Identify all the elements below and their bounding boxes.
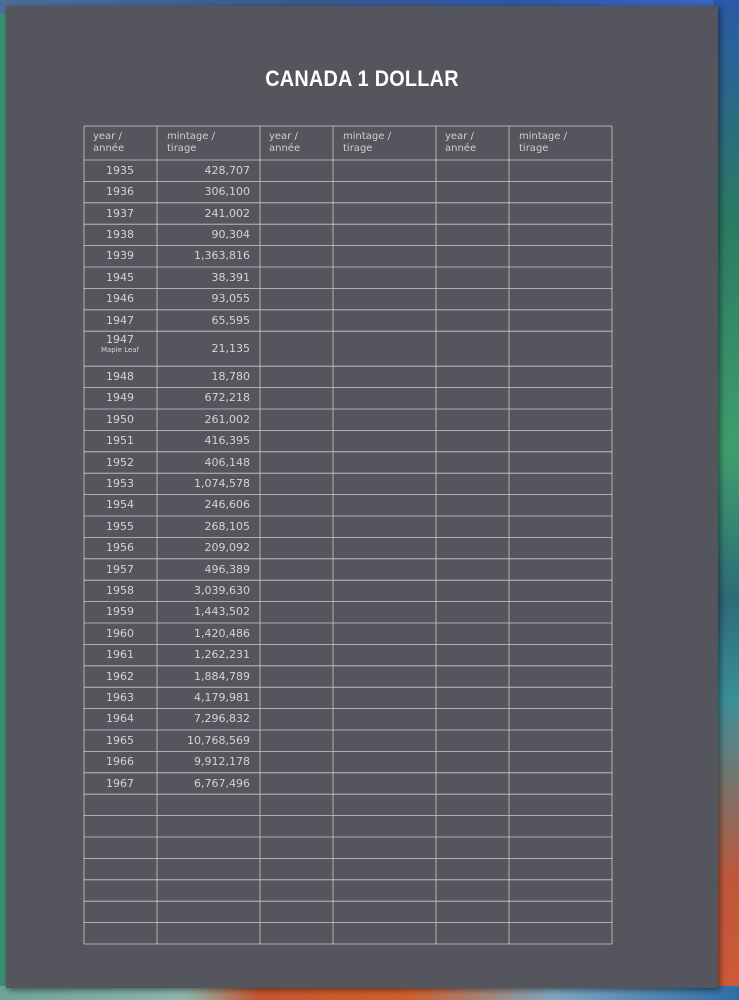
mintage-header-line2: tirage [343,143,373,154]
mintage-cell: 90,304 [211,227,250,241]
mintage-cell: 209,092 [204,541,250,555]
mintage-header-line1: mintage / [343,131,391,142]
year-cell: 1967 [106,776,134,790]
mintage-cell: 1,363,816 [194,249,250,263]
year-cell: 1964 [106,712,134,726]
year-cell: 1936 [106,185,134,199]
year-header-line2: année [445,143,477,154]
mintage-cell: 496,389 [204,562,250,576]
mintage-cell: 3,039,630 [194,583,250,597]
year-cell: 1938 [106,227,134,241]
mintage-cell: 406,148 [204,455,250,469]
year-cell: 1955 [106,519,134,533]
year-cell: 1949 [106,391,134,405]
mintage-header-line1: mintage / [167,131,215,142]
year-cell: 1939 [106,249,134,263]
mintage-cell: 246,606 [204,498,250,512]
year-cell: 1946 [106,292,134,306]
mintage-cell: 1,262,231 [194,648,250,662]
year-cell: 1958 [106,583,134,597]
year-cell: 1956 [106,541,134,555]
mintage-header-line2: tirage [519,143,549,154]
background-bottom [0,986,739,1000]
mintage-cell: 6,767,496 [194,776,250,790]
year-cell: 1947 [106,313,134,327]
mintage-cell: 241,002 [204,206,250,220]
year-cell: 1950 [106,412,134,426]
year-cell: 1951 [106,434,134,448]
mintage-cell: 306,100 [204,185,250,199]
mintage-cell: 10,768,569 [187,733,250,747]
mintage-cell: 1,420,486 [194,626,250,640]
year-cell: 1959 [106,605,134,619]
mintage-cell: 93,055 [211,292,250,306]
mintage-cell: 9,912,178 [194,755,250,769]
year-cell: 1937 [106,206,134,220]
mintage-cell: 672,218 [204,391,250,405]
mintage-cell: 416,395 [204,434,250,448]
year-value: 1947 [106,333,134,347]
year-cell: 1948 [106,369,134,383]
year-cell: 1965 [106,733,134,747]
year-cell [84,334,156,355]
year-header-line2: année [269,143,301,154]
mintage-cell: 65,595 [211,313,250,327]
year-cell: 1961 [106,648,134,662]
year-cell: 1962 [106,669,134,683]
year-cell: 1960 [106,626,134,640]
year-cell: 1935 [106,163,134,177]
mintage-cell: 7,296,832 [194,712,250,726]
year-cell: 1952 [106,455,134,469]
year-header-line2: année [93,143,125,154]
mintage-cell: 38,391 [211,270,250,284]
year-header-line1: year / [269,131,298,142]
mintage-cell: 21,135 [211,341,250,355]
mintage-cell: 428,707 [204,163,250,177]
mintage-cell: 1,074,578 [194,476,250,490]
year-cell: 1963 [106,690,134,704]
mintage-cell: 1,884,789 [194,669,250,683]
mintage-header-line2: tirage [167,143,197,154]
year-cell: 1957 [106,562,134,576]
mintage-cell: 268,105 [204,519,250,533]
year-header-line1: year / [445,131,474,142]
year-cell: 1954 [106,498,134,512]
album-page [6,6,718,988]
mintage-cell: 18,780 [211,369,250,383]
year-header-line1: year / [93,131,122,142]
year-cell: 1945 [106,270,134,284]
mintage-cell: 1,443,502 [194,605,250,619]
mintage-cell: 261,002 [204,412,250,426]
mintage-cell: 4,179,981 [194,690,250,704]
mintage-header-line1: mintage / [519,131,567,142]
page-title: CANADA 1 DOLLAR [265,66,459,91]
year-cell: 1953 [106,476,134,490]
year-note: Maple Leaf [100,346,140,355]
year-cell: 1966 [106,755,134,769]
